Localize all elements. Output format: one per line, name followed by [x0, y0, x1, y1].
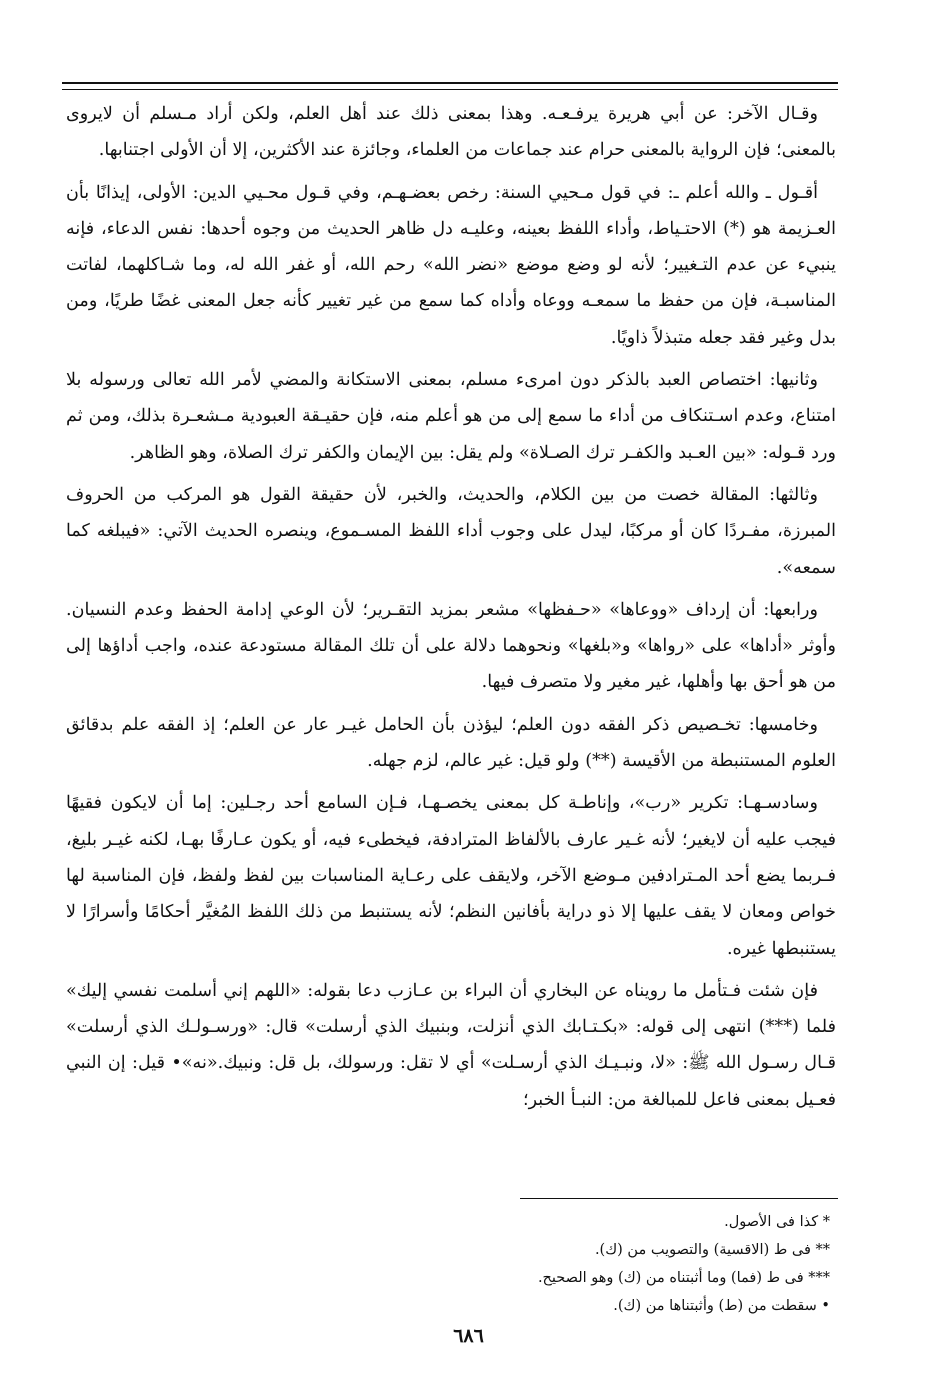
header-rule-thin [62, 89, 838, 90]
paragraph: فإن شئت فـتأمل ما رويناه عن البخاري أن البراء بن عـازب دعا بقوله: «اللهم إني أسلمت نفسي إليك» فلما (***) انتهى إلى قوله: «بكـتـابك الذي أنزلت، وبنبيك الذي أرسلت» قال: «ورسـولـك الذي أرسلت» قـال رسـول الله ﷺ: «لا، ونبـيـك الذي أرسـلت» أي لا تقل: ورسولك، بل قل: ونبيك.«نه»• قيل: إن النبي فعـيل بمعنى فاعل للمبالغة من: النبـأ الخبر؛ [66, 980, 836, 1110]
footnote: • سقطت من (ط) وأثبتناها من (ك). [613, 1298, 830, 1314]
header-rule-thick [62, 82, 838, 84]
footnote-separator [520, 1198, 838, 1199]
footnote: * كذا فى الأصول. [724, 1214, 830, 1230]
paragraph: وخامسها: تخـصيص ذكر الفقه دون العلم؛ ليؤذن بأن الحامل غيـر عار عن العلم؛ إذ الفقه علم بدقائق العلوم المستنبطة من الأقيسة (**) ولو قيل: غير عالم، لزم جهله. [66, 714, 836, 772]
paragraph: وثالثها: المقالة خصت من بين الكلام، والحديث، والخبر، لأن حقيقة القول هو المركب من الحروف المبرزة، مفـردًا كان أو مركبًا، ليدل على وجوب أداء اللفظ المسـموع، وينصره الحديث الآتي: «فيبلغه كما سمعه». [66, 484, 836, 578]
main-text [66, 96, 836, 1124]
paragraph: وسادسـهـا: تكرير «رب»، وإناطـة كل بمعنى يخصـهـا، فـإن السامع أحد رجـلين: إما أن لايكون فقيهًا فيجب عليه أن لايغير؛ لأنه غـير عارف بالألفاظ المترادفة، فيخطىء فيه، أو يكون عـارفًا بهـا، لكنه غيـر بليغ، فـربما يضع أحد المـترادفين مـوضع الآخر، ولايقف على رعـاية المناسبات بين لفظ ولفظ، فإن المناسبة لها خواص ومعان لا يقف عليها إلا ذو دراية بأفانين النظم؛ لأنه يستنبط من ذلك اللفظ المُغيَّر أحكامًا وأسرارًا لا يستنبطها غيره. [66, 793, 836, 959]
paragraph: ورابعها: أن إرداف «ووعاها» «حـفظها» مشعر بمزيد التقـرير؛ لأن الوعي إدامة الحفظ وعدم النسيان. وأوثر «أداها» على «رواها» و«بلغها» ونحوهما دلالة على أن تلك المقالة مستودعة عنده، واجب أداؤها إلى من هو أحق بها وأهلها، غير مغير ولا متصرف فيها. [66, 599, 836, 693]
footnote: *** فى ط (فما) وما أثبتناه من (ك) وهو الصحيح. [537, 1270, 830, 1286]
page-number: ٦٨٦ [453, 1325, 484, 1347]
paragraph: أقـول ـ والله أعلم ـ: في قول مـحيي السنة: رخص بعضـهـم، وفي قـول محـيي الدين: الأولى، إيذانًا بأن العـزيمة هو (*) الاحتـياط، وأداء اللفظ بعينه، وعليـه دل ظاهر الحديث من وجوه أحدها: نفس الدعاء، فإنه ينبيء عن عدم التـغيير؛ لأنه لو وضع موضع «نضر الله» رحم الله، أو غفر الله له، وما شـاكلهما، لفاتت المناسبـة، فإن من حفظ ما سمعـه ووعاه وأداه كما سمع من غير تغيير كأنه جعل المعنى غضًا طريًا، ومن بدل وغير فقد جعله متبذلاً ذاويًا. [66, 182, 836, 348]
paragraph: وثانيها: اختصاص العبد بالذكر دون امرىء مسلم، بمعنى الاستكانة والمضي لأمر الله تعالى ورسوله بلا امتناع، وعدم اسـتنكاف من أداء ما سمع إلى من هو أعلم منه، فإن حقيـقة العبودية مـشعـرة بذلك، ومن ثم ورد قـوله: «بين العـبد والكفـر ترك الصـلاة» ولم يقل: بين الإيمان والكفر ترك الصلاة، وهو الظاهر. [66, 370, 836, 463]
footnote: ** فى ط (الاقسية) والتصويب من (ك). [594, 1242, 830, 1258]
paragraph: وقـال الآخر: عن أبي هريرة يرفـعـه. وهذا بمعنى ذلك عند أهل العلم، ولكن أراد مـسلم أن لايروى بالمعنى؛ فإن الرواية بالمعنى حرام عند جماعات من العلماء، وجائزة عند الأكثرين، إلا أن الأولى اجتنابها. [66, 104, 836, 161]
footnotes [420, 1208, 830, 1320]
